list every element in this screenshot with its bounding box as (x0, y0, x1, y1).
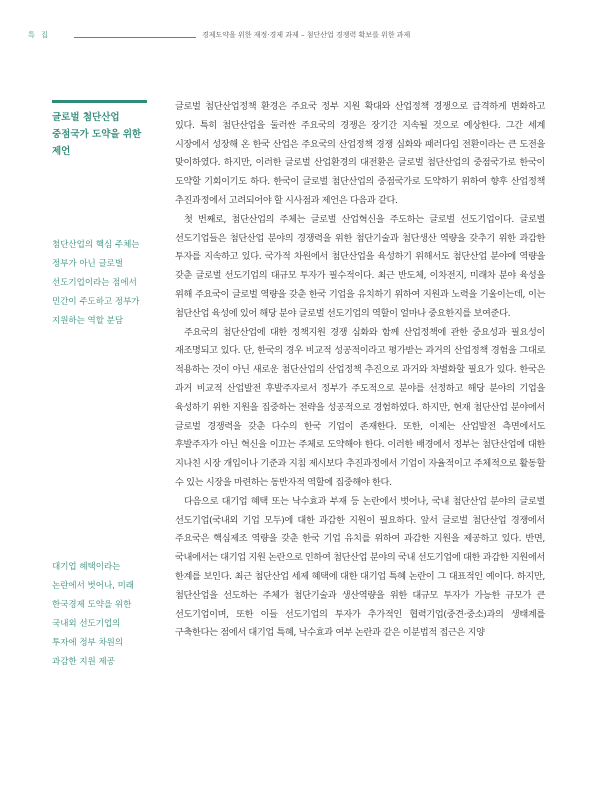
note-line: 민간이 주도하고 정부가 (52, 297, 140, 307)
note-line: 첨단산업의 핵심 주체는 (52, 240, 140, 250)
margin-note-2 (52, 558, 152, 672)
running-header (28, 30, 572, 44)
sidebar-rule (52, 100, 147, 103)
note-line: 지원하는 역할 분담 (52, 316, 124, 326)
note-line: 한국경제 도약을 위한 (52, 600, 132, 610)
sidebar-heading-line: 글로벌 첨단산업 (52, 112, 120, 123)
sidebar-heading-line: 제언 (52, 146, 71, 157)
running-title: 경제도약을 위한 재정·경제 과제 – 첨단산업 경쟁력 확보를 위한 과제 (202, 31, 411, 39)
note-line: 투자에 정부 차원의 (52, 638, 124, 648)
note-line: 정부가 아닌 글로벌 (52, 259, 124, 269)
sidebar (52, 100, 152, 160)
sidebar-heading (52, 109, 152, 160)
paragraph-first-point: 첫 번째로, 첨단산업의 주체는 글로벌 산업혁신을 주도하는 글로벌 선도기업이다. 글로벌 선도기업들은 첨단산업 분야의 경쟁력을 위한 첨단기술과 첨단생산 역량을 갖추기 위한 과감한 투자를 지속하고 있다. 국가적 차원에서 첨단산업을 육성하기 위해서도 첨단산업 분야에 역량을 갖춘 글로벌 선도기업의 대규모 투자가 필수적이다. 최근 반도체, 이차전지, 미래차 분야 육성을 위해 주요국이 글로벌 역량을 갖춘 한국 기업을 유치하기 위하여 지원과 노력을 기울이는데, 이는 첨단산업 육성에 있어 해당 분야 글로벌 선도기업의 역할이 얼마나 중요한지를 보여준다. (175, 213, 545, 319)
margin-note-1 (52, 236, 152, 331)
section-tag: 특 집 (28, 31, 50, 39)
body-text (175, 98, 545, 643)
note-line: 선도기업이라는 점에서 (52, 278, 137, 288)
note-line: 논란에서 벗어나, 미래 (52, 581, 135, 591)
paragraph-second-point: 다음으로 대기업 혜택 또는 낙수효과 부재 등 논란에서 벗어나, 국내 첨단산업 분야의 글로벌 선도기업(국내외 기업 모두)에 대한 과감한 지원이 필요하다. 앞서 글로벌 첨단산업 경쟁에서 주요국은 핵심제조 역량을 갖춘 한국 기업 유치를 위하여 과감한 지원을 제공하고 있다. 반면, 국내에서는 대기업 지원 논란으로 인하여 첨단산업 분야의 국내 선도기업에 대한 과감한 지원에서 한계를 보인다. 최근 첨단산업 세제 혜택에 대한 대기업 특혜 논란이 그 대표적인 예이다. 하지만, 첨단산업을 선도하는 주체가 첨단기술과 생산역량을 위한 대규모 투자가 가능한 규모가 큰 선도기업이며, 또한 이들 선도기업의 투자가 추가적인 협력기업(중견·중소)과의 생태계를 구축한다는 점에서 대기업 특혜, 낙수효과 여부 논란과 같은 이분법적 접근은 지양 (175, 495, 545, 639)
header-rule (74, 37, 196, 38)
note-line: 과감한 지원 제공 (52, 657, 115, 667)
note-line: 국내외 선도기업의 (52, 619, 121, 629)
note-line: 대기업 혜택이라는 (52, 562, 121, 572)
paragraph-policy: 주요국의 첨단산업에 대한 정책지원 경쟁 심화와 함께 산업정책에 관한 중요성과 필요성이 재조명되고 있다. 단, 한국의 경우 비교적 성공적이라고 평가받는 과거의 산업정책 경험을 그대로 적용하는 것이 아닌 새로운 첨단산업의 산업정책 추진으로 과거와 차별화할 필요가 있다. 한국은 과거 비교적 산업발전 후발주자로서 정부가 주도적으로 분야를 선정하고 해당 분야의 기업을 육성하기 위한 지원을 집중하는 전략을 성공적으로 경험하였다. 하지만, 현재 첨단산업 분야에서 글로벌 경쟁력을 갖춘 다수의 한국 기업이 존재한다. 또한, 이제는 산업발전 측면에서도 후발주자가 아닌 혁신을 이끄는 주체로 도약해야 한다. 이러한 배경에서 정부는 첨단산업에 대한 지나친 시장 개입이나 기준과 지침 제시보다 추진과정에서 기업이 자율적이고 주체적으로 활동할 수 있는 시장을 마련하는 동반자적 역할에 집중해야 한다. (175, 326, 545, 488)
paragraph-intro: 글로벌 첨단산업정책 환경은 주요국 정부 지원 확대와 산업정책 경쟁으로 급격하게 변화하고 있다. 특히 첨단산업을 둘러싼 주요국의 경쟁은 장기간 지속될 것으로 예상한다. 그간 세계 시장에서 성장해 온 한국 산업은 주요국의 산업정책 경쟁 심화와 패러다임 전환이라는 큰 도전을 맞이하였다. 하지만, 이러한 글로벌 산업환경의 대전환은 글로벌 첨단산업의 중점국가로 한국이 도약할 기회이기도 하다. 한국이 글로벌 첨단산업의 중점국가로 도약하기 위하여 향후 산업정책 추진과정에서 고려되어야 할 시사점과 제언은 다음과 같다. (175, 101, 545, 206)
sidebar-heading-line: 중점국가 도약을 위한 (52, 129, 142, 140)
